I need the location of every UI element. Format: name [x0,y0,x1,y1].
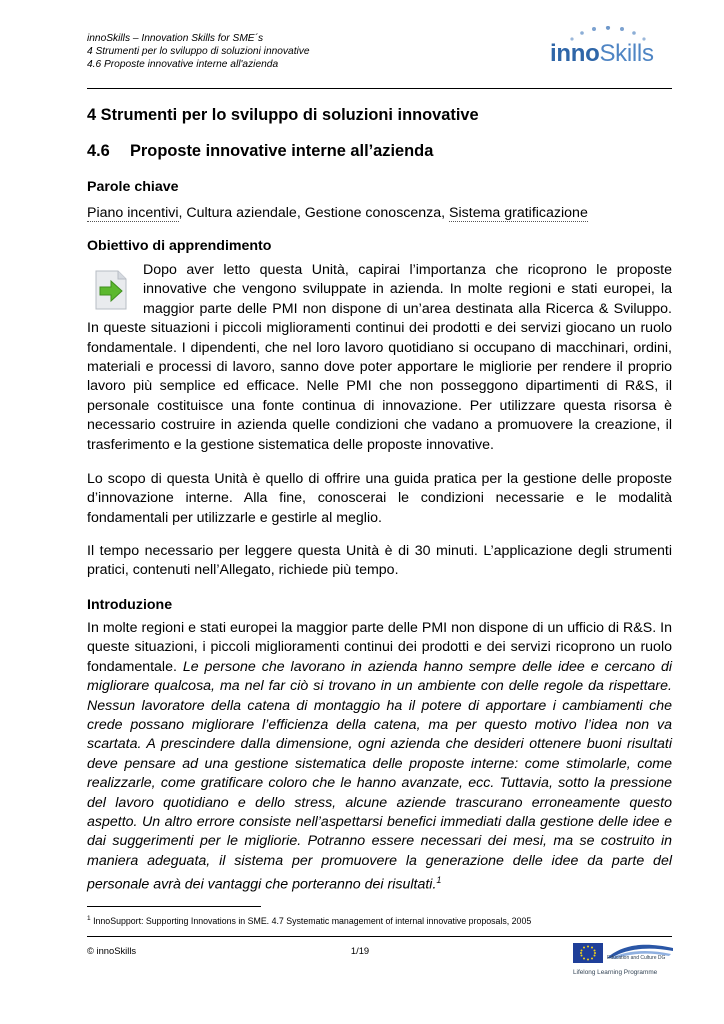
section-title-text: Proposte innovative interne all’azienda [130,142,434,160]
chapter-title: 4 Strumenti per lo sviluppo di soluzioni innovative [87,106,479,124]
keyword-separator: , [441,205,450,221]
objective-heading: Obiettivo di apprendimento [87,238,272,254]
header-line-1: innoSkills – Innovation Skills for SME´s [87,33,264,44]
page-number: 1/19 [350,945,370,956]
objective-paragraph-1: Dopo aver letto questa Unità, capirai l’importanza che ricoprono le proposte innovative che vengono sviluppate in azienda. In molte regioni e stati europei, la maggior parte delle PMI non dispone di un’area destinata alla Ricerca & Sviluppo. In queste situazioni i piccoli miglioramenti continui dei prodotti e dei servizi giocano un ruolo fondamentale. I dipendenti, che nel loro lavoro quotidiano si occupano di macchinari, ordini, materiali e processi di lavoro, sanno dove poter apportare le migliorie per rendere il proprio lavoro più semplice ed efficace. Nelle PMI che non posseggono dipartimenti di R&S, il personale costituisce una fonte continua di innovazione. Per utilizzare questa risorsa è necessario costruire in azienda quelle condizioni che vadano a promuovere la creazione, il trasferimento e la gestione sistematica delle proposte innovative. [87,262,672,453]
footnote [87,915,531,926]
keyword-cultura-aziendale: Cultura aziendale [186,205,297,221]
introduction-italic-text: Le persone che lavorano in azienda hanno sempre delle idee e cercano di migliorare qualcosa, ma nel far ciò si trovano in un ambiente con delle regole da rispettare. Nessun lavoratore della catena di montaggio ha il potere di apportare i cambiamenti che crede possano migliorare l’efficienza della catena, ma per questo motivo l’idea non va scartata. A prescindere dalla dimensione, ogni azienda che desideri ottenere buoni risultati deve pensare ad una gestione sistematica delle proposte interne: come stimolarle, come realizzarle, come gratificare coloro che le hanno avanzate, ecc. Tuttavia, sotto la pressione del lavoro quotidiano e dello stress, alcune aziende trascurano erroneamente questo aspetto. Un altro errore consiste nell’aspettarsi benefici immediati dalla gestione delle idee e dai suggerimenti per le migliorie. Potranno essere necessari dei mesi, ma se costruito in maniera adeguata, il sistema per promuovere la generazione delle idee da parte del personale avrà dei vantaggi che porteranno dei risultati. [87,658,672,894]
section-number: 4.6 [87,142,110,160]
footnote-text: InnoSupport: Supporting Innovations in SME. 4.7 Systematic management of internal innovative proposals, 2005 [93,915,532,926]
objective-paragraph-2: Lo scopo di questa Unità è quello di offrire una guida pratica per la gestione delle proposte d’innovazione interne. Alla fine, conoscerai le condizioni necessarie e le modalità fondamentali per utilizzarle e gestirle al meglio. [87,471,672,526]
footer-separator [87,936,672,937]
header-line-3: 4.6 Proposte innovative interne all'azienda [87,59,279,70]
objective-paragraph-3: Il tempo necessario per leggere questa Unità è di 30 minuti. L’applicazione degli strumenti pratici, contenuti nell’Allegato, richiede più tempo. [87,543,672,579]
header-line-2: 4 Strumenti per lo sviluppo di soluzioni innovative [87,46,310,57]
introduction-text: In molte regioni e stati europei la maggior parte delle PMI non dispone di un ufficio di R&S. In queste situazioni, i piccoli miglioramenti continui dei prodotti e dei servizi ricoprono un ruolo fondamentale. [87,620,672,675]
innoskills-logo [550,26,666,76]
objective-paragraph-2-block [87,470,672,528]
logo-skills: Skills [599,40,654,67]
objective-paragraph-3-block [87,542,672,581]
keyword-separator: , [178,205,187,221]
keyword-piano-incentivi: Piano incentivi [87,205,179,221]
logo-inno: inno [550,40,600,67]
keyword-sistema-gratificazione: Sistema gratificazione [449,205,588,221]
eu-caption: Education and Culture DG [607,955,666,961]
keywords-list [87,205,588,221]
lifelong-learning-label: Lifelong Learning Programme [573,969,658,976]
green-arrow-document-icon [93,269,129,311]
keyword-separator: , [296,205,305,221]
footnote-number: 1 [87,915,91,922]
keyword-gestione-conoscenza: Gestione conoscenza [304,205,442,221]
footnote-separator [87,906,261,907]
page-header [87,32,672,89]
footer-copyright: © innoSkills [87,945,137,956]
introduction-body [87,619,672,895]
introduction-paragraph [87,619,672,895]
introduction-heading: Introduzione [87,597,173,613]
logo-wordmark [550,40,654,68]
objective-body [87,261,672,455]
section-title [87,142,433,161]
footnote-reference: 1 [436,875,442,886]
keywords-heading: Parole chiave [87,179,179,195]
